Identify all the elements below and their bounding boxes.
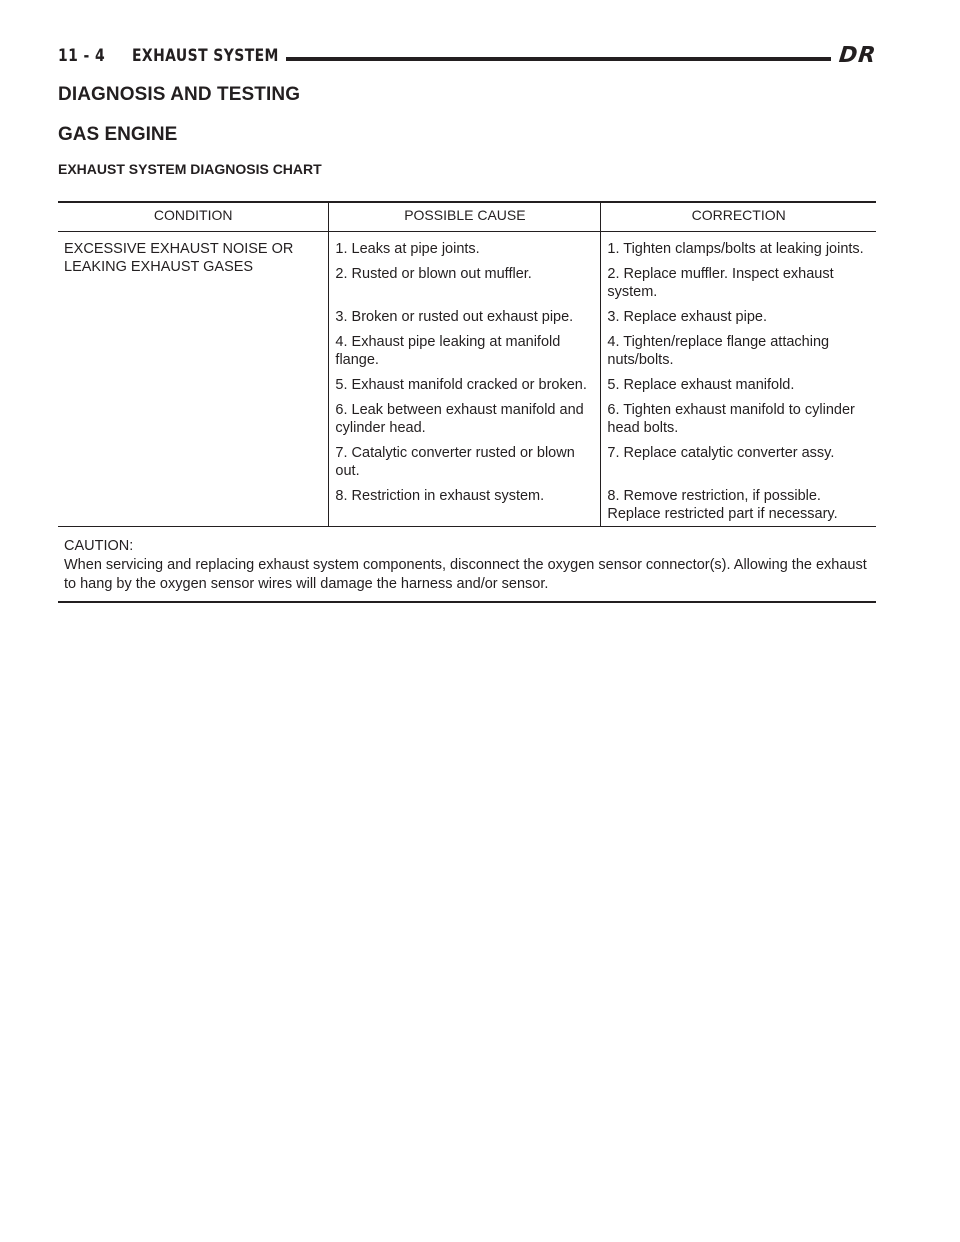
cause-cell: 5. Exhaust manifold cracked or broken. [329, 374, 601, 399]
cause-cell: 2. Rusted or blown out muffler. [329, 263, 601, 306]
diagnosis-table [58, 201, 876, 603]
table-row [58, 232, 876, 264]
chart-heading: EXHAUST SYSTEM DIAGNOSIS CHART [58, 161, 322, 177]
correction-cell: 8. Remove restriction, if possible. Replace restricted part if necessary. [607, 488, 838, 522]
model-code: DR [837, 43, 878, 68]
section-title: EXHAUST SYSTEM [132, 46, 279, 66]
caution-cell [58, 527, 876, 603]
correction-cell: 5. Replace exhaust manifold. [607, 377, 795, 393]
correction-cell: 3. Replace exhaust pipe. [607, 309, 767, 325]
table-header-row [58, 202, 876, 232]
caution-label: CAUTION: [64, 538, 134, 554]
cause-cell: 8. Restriction in exhaust system. [329, 485, 601, 527]
cause-cell: 6. Leak between exhaust manifold and cylinder head. [329, 399, 601, 442]
column-header-condition: CONDITION [58, 202, 329, 232]
caution-row [58, 527, 876, 603]
page-header [58, 44, 876, 74]
correction-cell: 1. Tighten clamps/bolts at leaking joints. [607, 241, 864, 257]
header-rule [286, 57, 831, 61]
cause-cell: 3. Broken or rusted out exhaust pipe. [329, 306, 601, 331]
cause-cell: 7. Catalytic converter rusted or blown out. [329, 442, 601, 485]
cause-cell: 4. Exhaust pipe leaking at manifold flange. [329, 331, 601, 374]
caution-text: When servicing and replacing exhaust system components, disconnect the oxygen sensor connector(s). Allowing the exhaust to hang by the oxygen sensor wires will damage the harness and/or sensor. [64, 557, 867, 592]
cause-cell: 1. Leaks at pipe joints. [329, 232, 601, 264]
sub-heading: GAS ENGINE [58, 124, 178, 145]
page-number: 11 - 4 [58, 46, 106, 66]
correction-cell: 2. Replace muffler. Inspect exhaust system. [607, 266, 834, 300]
correction-cell: 4. Tighten/replace flange attaching nuts/bolts. [607, 334, 830, 368]
correction-cell: 7. Replace catalytic converter assy. [607, 445, 835, 461]
condition-cell: EXCESSIVE EXHAUST NOISE OR LEAKING EXHAUST GASES [58, 232, 329, 527]
column-header-correction: CORRECTION [601, 202, 876, 232]
column-header-possible-cause: POSSIBLE CAUSE [329, 202, 601, 232]
correction-cell: 6. Tighten exhaust manifold to cylinder head bolts. [607, 402, 855, 436]
main-heading: DIAGNOSIS AND TESTING [58, 84, 301, 105]
